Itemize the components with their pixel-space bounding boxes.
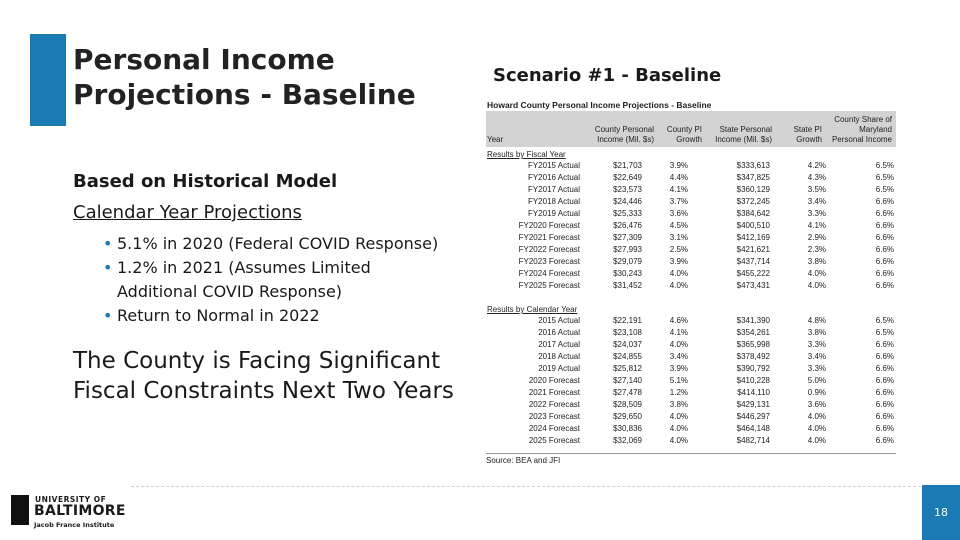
table-row xyxy=(486,220,896,232)
county-pi-cell: $23,108 xyxy=(613,328,642,337)
county-share-cell: 6.6% xyxy=(875,436,894,445)
state-growth-cell: 4.3% xyxy=(807,173,826,182)
page-number: 18 xyxy=(922,485,960,540)
table-row xyxy=(486,280,896,292)
note-line2: Fiscal Constraints Next Two Years xyxy=(73,378,454,404)
state-pi-cell: $464,148 xyxy=(736,424,770,433)
header-share-l3: Personal Income xyxy=(831,135,892,144)
county-pi-cell: $27,478 xyxy=(613,388,642,397)
county-growth-cell: 3.9% xyxy=(669,161,688,170)
county-growth-cell: 4.1% xyxy=(669,185,688,194)
table-row xyxy=(486,423,896,435)
state-growth-cell: 4.1% xyxy=(807,221,826,230)
county-growth-cell: 3.8% xyxy=(669,400,688,409)
county-pi-cell: $30,243 xyxy=(613,269,642,278)
row-label: 2016 Actual xyxy=(538,328,580,337)
header-year: Year xyxy=(487,135,504,144)
header-state-growth-l2: Growth xyxy=(796,135,822,144)
state-growth-cell: 3.4% xyxy=(807,197,826,206)
state-growth-cell: 3.8% xyxy=(807,328,826,337)
table-row xyxy=(486,184,896,196)
bullet-list xyxy=(103,232,473,328)
county-pi-cell: $24,446 xyxy=(613,197,642,206)
row-label: 2017 Actual xyxy=(538,340,580,349)
slide-title xyxy=(73,42,416,112)
county-share-cell: 6.5% xyxy=(875,173,894,182)
shield-icon xyxy=(11,495,29,525)
county-pi-cell: $24,855 xyxy=(613,352,642,361)
state-growth-cell: 2.9% xyxy=(807,233,826,242)
logo-line2: BALTIMORE xyxy=(34,503,126,519)
state-growth-cell: 2.3% xyxy=(807,245,826,254)
state-growth-cell: 3.6% xyxy=(807,400,826,409)
header-state-growth xyxy=(776,125,822,145)
slide-title-line1: Personal Income xyxy=(73,43,335,76)
county-share-cell: 6.6% xyxy=(875,352,894,361)
state-growth-cell: 4.2% xyxy=(807,161,826,170)
county-growth-cell: 3.6% xyxy=(669,209,688,218)
state-growth-cell: 3.3% xyxy=(807,364,826,373)
state-growth-cell: 3.5% xyxy=(807,185,826,194)
county-growth-cell: 4.0% xyxy=(669,436,688,445)
row-label: FY2020 Forecast xyxy=(518,221,580,230)
county-share-cell: 6.5% xyxy=(875,328,894,337)
row-label: 2023 Forecast xyxy=(528,412,580,421)
header-state-pi-l2: Income (Mil. $s) xyxy=(715,135,772,144)
table-row xyxy=(486,232,896,244)
state-pi-cell: $360,129 xyxy=(736,185,770,194)
county-pi-cell: $27,140 xyxy=(613,376,642,385)
state-pi-cell: $410,228 xyxy=(736,376,770,385)
state-growth-cell: 3.3% xyxy=(807,340,826,349)
county-share-cell: 6.6% xyxy=(875,340,894,349)
header-county-pi xyxy=(582,125,654,145)
table-row xyxy=(486,268,896,280)
table-row xyxy=(486,387,896,399)
county-pi-cell: $22,649 xyxy=(613,173,642,182)
fiscal-rows xyxy=(486,160,896,292)
county-growth-cell: 4.5% xyxy=(669,221,688,230)
header-state-pi-l1: State Personal xyxy=(719,125,772,134)
row-label: FY2015 Actual xyxy=(527,161,580,170)
state-pi-cell: $341,390 xyxy=(736,316,770,325)
state-pi-cell: $400,510 xyxy=(736,221,770,230)
state-pi-cell: $347,825 xyxy=(736,173,770,182)
logo-line1: UNIVERSITY OF xyxy=(35,495,107,504)
scenario-title: Scenario #1 - Baseline xyxy=(493,65,722,86)
county-pi-cell: $22,191 xyxy=(613,316,642,325)
county-pi-cell: $26,476 xyxy=(613,221,642,230)
county-growth-cell: 4.0% xyxy=(669,281,688,290)
table-row xyxy=(486,196,896,208)
county-growth-cell: 3.9% xyxy=(669,257,688,266)
header-county-growth xyxy=(654,125,702,145)
county-growth-cell: 4.4% xyxy=(669,173,688,182)
table-row xyxy=(486,256,896,268)
county-share-cell: 6.6% xyxy=(875,221,894,230)
header-county-pi-l1: County Personal xyxy=(594,125,654,134)
county-share-cell: 6.5% xyxy=(875,185,894,194)
county-growth-cell: 3.7% xyxy=(669,197,688,206)
row-label: 2025 Forecast xyxy=(528,436,580,445)
section-calendar-year: Results by Calendar Year xyxy=(487,305,578,314)
state-pi-cell: $365,998 xyxy=(736,340,770,349)
calendar-rows xyxy=(486,315,896,447)
bullet-item: • 5.1% in 2020 (Federal COVID Response) xyxy=(103,232,473,256)
table-header xyxy=(486,111,896,147)
county-growth-cell: 1.2% xyxy=(669,388,688,397)
header-state-pi xyxy=(702,125,772,145)
state-pi-cell: $414,110 xyxy=(737,388,770,397)
county-growth-cell: 4.0% xyxy=(669,424,688,433)
row-label: 2019 Actual xyxy=(538,364,580,373)
state-growth-cell: 4.0% xyxy=(807,281,826,290)
state-pi-cell: $421,621 xyxy=(736,245,770,254)
state-pi-cell: $455,222 xyxy=(736,269,770,278)
table-row xyxy=(486,375,896,387)
table-row xyxy=(486,172,896,184)
title-accent-bar xyxy=(30,34,66,126)
county-growth-cell: 4.0% xyxy=(669,269,688,278)
table-row xyxy=(486,315,896,327)
lead-historical-model: Based on Historical Model xyxy=(73,171,338,192)
table-row xyxy=(486,327,896,339)
county-growth-cell: 4.1% xyxy=(669,328,688,337)
left-content xyxy=(73,166,473,406)
row-label: FY2023 Forecast xyxy=(518,257,580,266)
county-pi-cell: $32,069 xyxy=(613,436,642,445)
row-label: 2024 Forecast xyxy=(528,424,580,433)
row-label: FY2016 Actual xyxy=(527,173,580,182)
county-pi-cell: $21,703 xyxy=(613,161,642,170)
section-fiscal-year: Results by Fiscal Year xyxy=(487,150,566,159)
county-growth-cell: 3.9% xyxy=(669,364,688,373)
bullet-item: • Return to Normal in 2022 xyxy=(103,304,473,328)
row-label: FY2019 Actual xyxy=(527,209,580,218)
header-county-growth-l2: Growth xyxy=(676,135,702,144)
county-share-cell: 6.6% xyxy=(875,364,894,373)
state-pi-cell: $412,169 xyxy=(736,233,770,242)
county-pi-cell: $25,812 xyxy=(613,364,642,373)
slide-title-line2: Projections - Baseline xyxy=(73,78,416,111)
table-row xyxy=(486,411,896,423)
fiscal-constraints-note xyxy=(73,346,473,406)
county-share-cell: 6.6% xyxy=(875,197,894,206)
county-growth-cell: 4.6% xyxy=(669,316,688,325)
lead-calendar-projections: Calendar Year Projections xyxy=(73,202,302,223)
table-row xyxy=(486,351,896,363)
header-share-l2: Maryland xyxy=(859,125,892,134)
county-growth-cell: 5.1% xyxy=(669,376,688,385)
state-pi-cell: $333,613 xyxy=(736,161,770,170)
state-growth-cell: 4.0% xyxy=(807,269,826,278)
state-pi-cell: $390,792 xyxy=(736,364,770,373)
section-spacer xyxy=(486,292,896,302)
row-label: 2022 Forecast xyxy=(528,400,580,409)
county-share-cell: 6.6% xyxy=(875,233,894,242)
state-growth-cell: 3.8% xyxy=(807,257,826,266)
county-pi-cell: $25,333 xyxy=(613,209,642,218)
state-pi-cell: $372,245 xyxy=(736,197,770,206)
county-share-cell: 6.5% xyxy=(875,161,894,170)
note-line1: The County is Facing Significant xyxy=(73,348,441,374)
footer-divider xyxy=(131,486,921,487)
state-growth-cell: 3.4% xyxy=(807,352,826,361)
row-label: FY2025 Forecast xyxy=(518,281,580,290)
state-pi-cell: $429,131 xyxy=(736,400,770,409)
row-label: 2015 Actual xyxy=(538,316,580,325)
county-pi-cell: $29,079 xyxy=(613,257,642,266)
row-label: FY2022 Forecast xyxy=(518,245,580,254)
row-label: FY2024 Forecast xyxy=(518,269,580,278)
county-pi-cell: $29,650 xyxy=(613,412,642,421)
county-growth-cell: 3.4% xyxy=(669,352,688,361)
row-label: FY2021 Forecast xyxy=(518,233,580,242)
table-row xyxy=(486,339,896,351)
county-pi-cell: $27,993 xyxy=(613,245,642,254)
county-pi-cell: $24,037 xyxy=(613,340,642,349)
state-growth-cell: 4.0% xyxy=(807,412,826,421)
state-growth-cell: 4.0% xyxy=(807,436,826,445)
county-share-cell: 6.6% xyxy=(875,424,894,433)
county-share-cell: 6.6% xyxy=(875,376,894,385)
row-label: 2021 Forecast xyxy=(528,388,580,397)
county-share-cell: 6.6% xyxy=(875,412,894,421)
header-county-share xyxy=(822,115,892,145)
county-pi-cell: $28,509 xyxy=(613,400,642,409)
table-title: Howard County Personal Income Projections - Baseline xyxy=(487,100,712,110)
county-share-cell: 6.6% xyxy=(875,257,894,266)
state-growth-cell: 4.0% xyxy=(807,424,826,433)
table-row xyxy=(486,399,896,411)
row-label: FY2017 Actual xyxy=(527,185,580,194)
table-row xyxy=(486,244,896,256)
county-pi-cell: $30,836 xyxy=(613,424,642,433)
table-source: Source: BEA and JFI xyxy=(486,453,896,465)
county-growth-cell: 2.5% xyxy=(669,245,688,254)
county-share-cell: 6.6% xyxy=(875,245,894,254)
county-growth-cell: 4.0% xyxy=(669,340,688,349)
county-pi-cell: $23,573 xyxy=(613,185,642,194)
state-growth-cell: 3.3% xyxy=(807,209,826,218)
county-share-cell: 6.6% xyxy=(875,400,894,409)
county-growth-cell: 4.0% xyxy=(669,412,688,421)
state-pi-cell: $446,297 xyxy=(736,412,770,421)
county-share-cell: 6.6% xyxy=(875,388,894,397)
bullet-item: • 1.2% in 2021 (Assumes Limited Additional COVID Response) xyxy=(103,256,473,304)
county-pi-cell: $27,309 xyxy=(613,233,642,242)
row-label: 2020 Forecast xyxy=(528,376,580,385)
row-label: FY2018 Actual xyxy=(527,197,580,206)
university-logo xyxy=(11,492,131,534)
state-pi-cell: $378,492 xyxy=(736,352,770,361)
logo-line3: Jacob France Institute xyxy=(34,521,115,529)
projection-table xyxy=(486,100,896,465)
table-row xyxy=(486,160,896,172)
state-pi-cell: $482,714 xyxy=(736,436,770,445)
county-share-cell: 6.6% xyxy=(875,209,894,218)
table-row xyxy=(486,363,896,375)
state-pi-cell: $384,642 xyxy=(736,209,770,218)
header-share-l1: County Share of xyxy=(834,115,892,124)
table-row xyxy=(486,435,896,447)
header-county-growth-l1: County PI xyxy=(666,125,702,134)
county-share-cell: 6.6% xyxy=(875,269,894,278)
table-row xyxy=(486,208,896,220)
header-state-growth-l1: State PI xyxy=(793,125,822,134)
state-pi-cell: $354,261 xyxy=(736,328,770,337)
state-growth-cell: 0.9% xyxy=(807,388,826,397)
county-pi-cell: $31,452 xyxy=(613,281,642,290)
state-pi-cell: $437,714 xyxy=(736,257,770,266)
county-growth-cell: 3.1% xyxy=(669,233,688,242)
state-growth-cell: 5.0% xyxy=(807,376,826,385)
county-share-cell: 6.6% xyxy=(875,281,894,290)
state-growth-cell: 4.8% xyxy=(807,316,826,325)
county-share-cell: 6.5% xyxy=(875,316,894,325)
row-label: 2018 Actual xyxy=(538,352,580,361)
header-county-pi-l2: Income (Mil. $s) xyxy=(597,135,654,144)
state-pi-cell: $473,431 xyxy=(736,281,770,290)
